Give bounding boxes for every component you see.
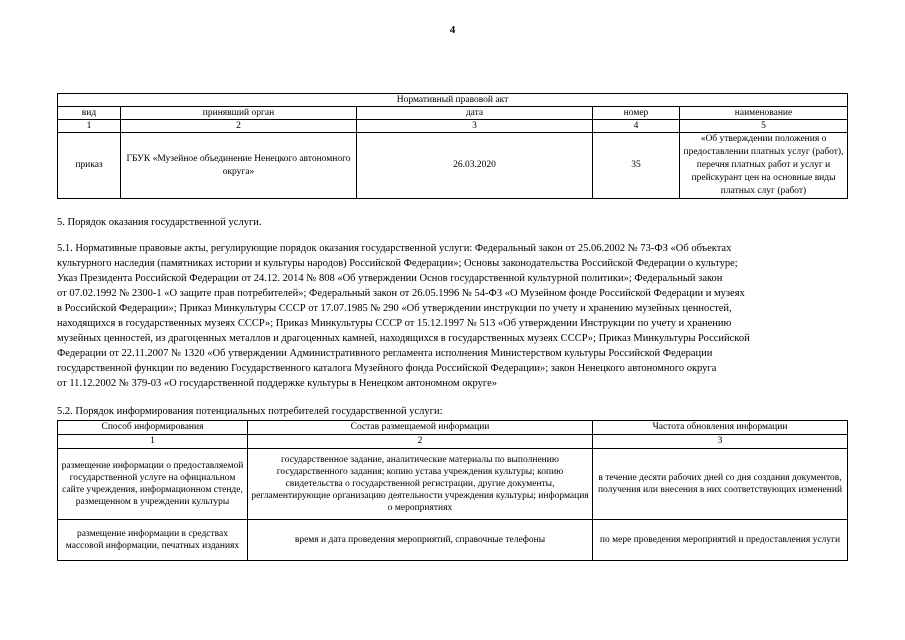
table-row xyxy=(58,520,848,561)
paragraph-line: от 11.12.2002 № 379-03 «О государственной поддержке культуры в Ненецком автономном округе» xyxy=(57,378,497,389)
column-header-number: номер xyxy=(593,107,680,120)
table-header-row xyxy=(58,421,848,435)
table-row xyxy=(58,449,848,520)
information-table xyxy=(57,420,848,561)
section-5-2-heading: 5.2. Порядок информирования потенциальных потребителей государственной услуги: xyxy=(57,406,443,417)
cell-frequency: по мере проведения мероприятий и предоставления услуги xyxy=(593,520,848,561)
cell-frequency: в течение десяти рабочих дней со дня создания документов, получения или внесения в них соответствующих изменений xyxy=(593,449,848,520)
column-index: 1 xyxy=(58,435,248,449)
column-header-name: наименование xyxy=(680,107,848,120)
column-header-body: принявший орган xyxy=(121,107,357,120)
section-5-1-paragraph xyxy=(57,241,852,391)
normative-act-table xyxy=(57,93,848,199)
column-header-frequency: Частота обновления информации xyxy=(593,421,848,435)
cell-content: государственное задание, аналитические материалы по выполнению государственного задания; копию устава учреждения культуры; копию свидетельства о государственной регистрации, другие документы, регламентирующие организацию деятельности учреждения культуры; информация о мероприятиях xyxy=(248,449,593,520)
cell-number: 35 xyxy=(593,133,680,199)
column-index: 1 xyxy=(58,120,121,133)
table-title: Нормативный правовой акт xyxy=(58,94,848,107)
column-index: 2 xyxy=(121,120,357,133)
cell-date: 26.03.2020 xyxy=(357,133,593,199)
cell-method: размещение информации в средствах массовой информации, печатных изданиях xyxy=(58,520,248,561)
paragraph-line: от 07.02.1992 № 2300-1 «О защите прав потребителей»; Федеральный закон от 26.05.1996 № 54-ФЗ «О Музейном фонде Российской Федерации и музеях xyxy=(57,288,745,299)
table-index-row xyxy=(58,435,848,449)
paragraph-line: Указ Президента Российской Федерации от 24.12. 2014 № 808 «Об утверждении Основ государственной культурной политики»; Федеральный закон xyxy=(57,273,723,284)
table-row xyxy=(58,133,848,199)
cell-content: время и дата проведения мероприятий, справочные телефоны xyxy=(248,520,593,561)
cell-method: размещение информации о предоставляемой государственной услуге на официальном сайте учреждения, информационном стенде, размещенном в учреждении культуры xyxy=(58,449,248,520)
column-index: 2 xyxy=(248,435,593,449)
paragraph-line: государственной функции по ведению Государственного каталога Музейного фонда Российской Федерации»; закон Ненецкого автономного округа xyxy=(57,363,717,374)
column-index: 3 xyxy=(593,435,848,449)
table-index-row xyxy=(58,120,848,133)
column-index: 5 xyxy=(680,120,848,133)
paragraph-line: музейных ценностей, из драгоценных металлов и драгоценных камней, находящихся в государственных музеях СССР»; Приказ Минкультуры Российской xyxy=(57,333,750,344)
column-header-content: Состав размещаемой информации xyxy=(248,421,593,435)
column-header-method: Способ информирования xyxy=(58,421,248,435)
paragraph-line: 5.1. Нормативные правовые акты, регулирующие порядок оказания государственной услуги: Федеральный закон от 25.06.2002 № 73-ФЗ «Об объектах xyxy=(57,243,732,254)
column-index: 4 xyxy=(593,120,680,133)
table-title-row xyxy=(58,94,848,107)
column-header-date: дата xyxy=(357,107,593,120)
paragraph-line: культурного наследия (памятниках истории и культуры народов) Российской Федерации»; Основы законодательства Российской Федерации о культуре; xyxy=(57,258,738,269)
cell-type: приказ xyxy=(58,133,121,199)
paragraph-line: в Российской Федерации»; Приказ Минкультуры СССР от 17.07.1985 № 290 «Об утверждении инструкции по учету и хранению музейных ценностей, xyxy=(57,303,732,314)
section-5-heading: 5. Порядок оказания государственной услуги. xyxy=(57,217,262,228)
cell-body: ГБУК «Музейное объединение Ненецкого автономного округа» xyxy=(121,133,357,199)
cell-name: «Об утверждении положения о предоставлении платных услуг (работ), перечня платных работ и услуг и прейскурант цен на основные виды платных слуг (работ) xyxy=(680,133,848,199)
paragraph-line: находящихся в государственных музеях СССР»; Приказ Минкультуры СССР от 15.12.1997 № 513 «Об утверждении Инструкции по учету и хранению xyxy=(57,318,732,329)
page-number: 4 xyxy=(449,24,456,36)
table-header-row xyxy=(58,107,848,120)
column-header-type: вид xyxy=(58,107,121,120)
paragraph-line: Федерации от 22.11.2007 № 1320 «Об утверждении Административного регламента исполнения Министерством культуры Российской Федерации xyxy=(57,348,713,359)
column-index: 3 xyxy=(357,120,593,133)
